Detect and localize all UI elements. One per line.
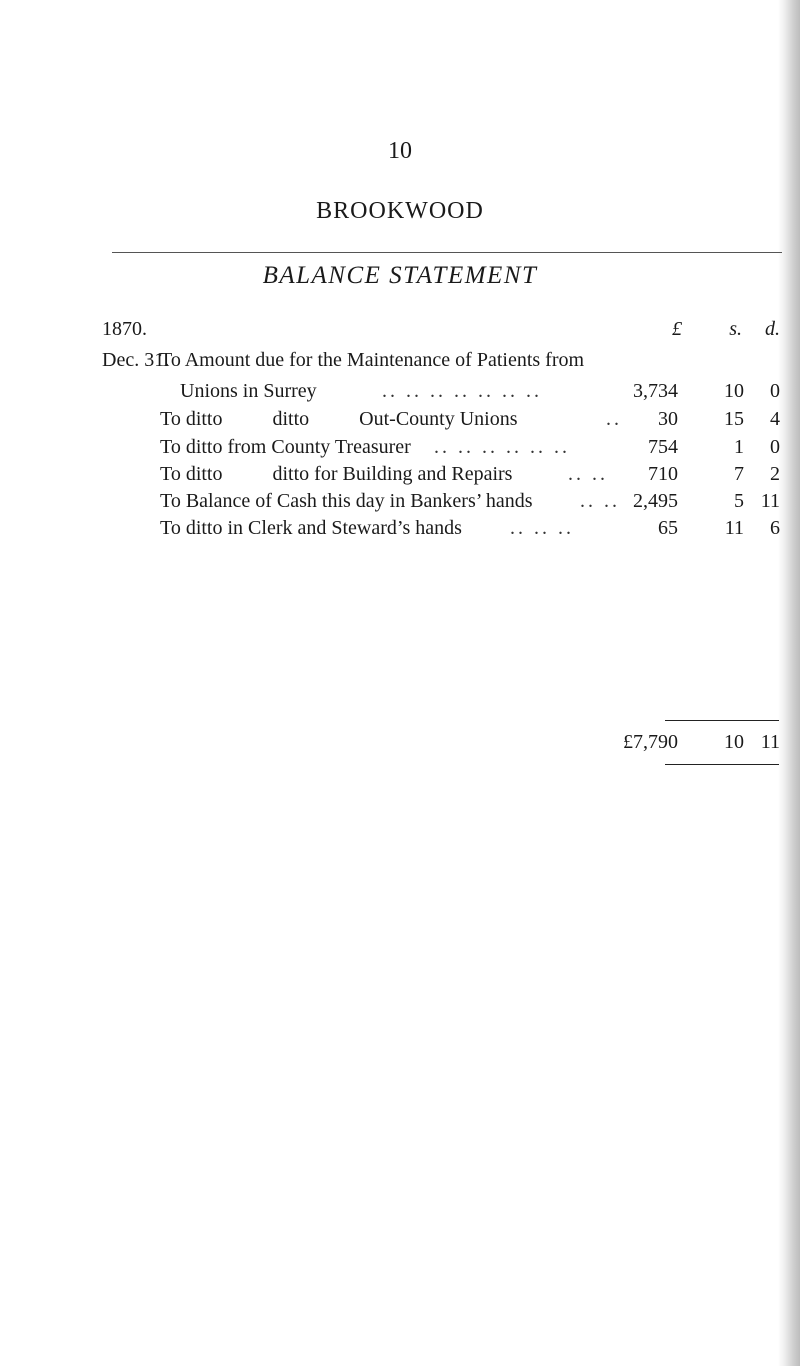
- entry-bankers-balance: [160, 490, 782, 516]
- total-pounds: £7,790: [623, 731, 678, 753]
- total-pence: 11: [760, 731, 780, 753]
- entry-shillings: 15: [724, 408, 744, 430]
- entry-shillings: 11: [724, 517, 744, 539]
- entry-pounds: 710: [648, 463, 678, 485]
- dot-leader: .. ..: [580, 490, 620, 512]
- entry-maintenance-heading: [160, 349, 782, 375]
- entry-description: To Amount due for the Maintenance of Patients from: [160, 349, 585, 371]
- total-line: [600, 731, 782, 757]
- currency-header: [640, 318, 782, 344]
- dot-leader: ..: [606, 408, 622, 430]
- entry-shillings: 10: [724, 380, 744, 402]
- entry-description: To ditto ditto Out-County Unions: [160, 408, 518, 430]
- dot-leader: .. .. .. .. .. ..: [434, 436, 570, 458]
- running-head: BROOKWOOD: [316, 198, 484, 224]
- total-shillings: 10: [724, 731, 744, 753]
- entry-pounds: 3,734: [633, 380, 678, 402]
- entry-pence: 6: [770, 517, 780, 539]
- entry-building-repairs: [160, 463, 782, 489]
- statement-year: 1870.: [102, 318, 147, 340]
- header-rule: [112, 252, 782, 253]
- entry-pence: 4: [770, 408, 780, 430]
- statement-date: Dec. 31.: [102, 349, 170, 371]
- entry-shillings: 1: [734, 436, 744, 458]
- entry-description: To ditto from County Treasurer: [160, 436, 411, 458]
- entry-out-county-unions: [160, 408, 782, 434]
- dot-leader: .. .. .. .. .. .. ..: [382, 380, 542, 402]
- entry-pence: 0: [770, 436, 780, 458]
- entry-pounds: 65: [658, 517, 678, 539]
- entry-shillings: 5: [734, 490, 744, 512]
- header-pounds: £: [672, 318, 682, 340]
- entry-description: To ditto in Clerk and Steward’s hands: [160, 517, 462, 539]
- header-pence: d.: [765, 318, 780, 340]
- section-title: BALANCE STATEMENT: [262, 262, 538, 289]
- entry-pounds: 30: [658, 408, 678, 430]
- entry-description: To Balance of Cash this day in Bankers’ hands: [160, 490, 533, 512]
- entry-pounds: 2,495: [633, 490, 678, 512]
- entry-county-treasurer: [160, 436, 782, 462]
- dot-leader: .. .. ..: [510, 517, 574, 539]
- entry-description: Unions in Surrey: [180, 380, 317, 402]
- entry-pence: 11: [760, 490, 780, 512]
- dot-leader: .. ..: [568, 463, 608, 485]
- total-rule-upper: [665, 720, 779, 721]
- entry-shillings: 7: [734, 463, 744, 485]
- page-number: 10: [388, 138, 412, 164]
- entry-pence: 0: [770, 380, 780, 402]
- entry-pence: 2: [770, 463, 780, 485]
- total-rule-lower: [665, 764, 779, 765]
- entry-clerk-steward: [160, 517, 782, 543]
- entry-description: To ditto ditto for Building and Repairs: [160, 463, 513, 485]
- entry-unions-surrey: [160, 380, 782, 406]
- entry-pounds: 754: [648, 436, 678, 458]
- header-shillings: s.: [729, 318, 742, 340]
